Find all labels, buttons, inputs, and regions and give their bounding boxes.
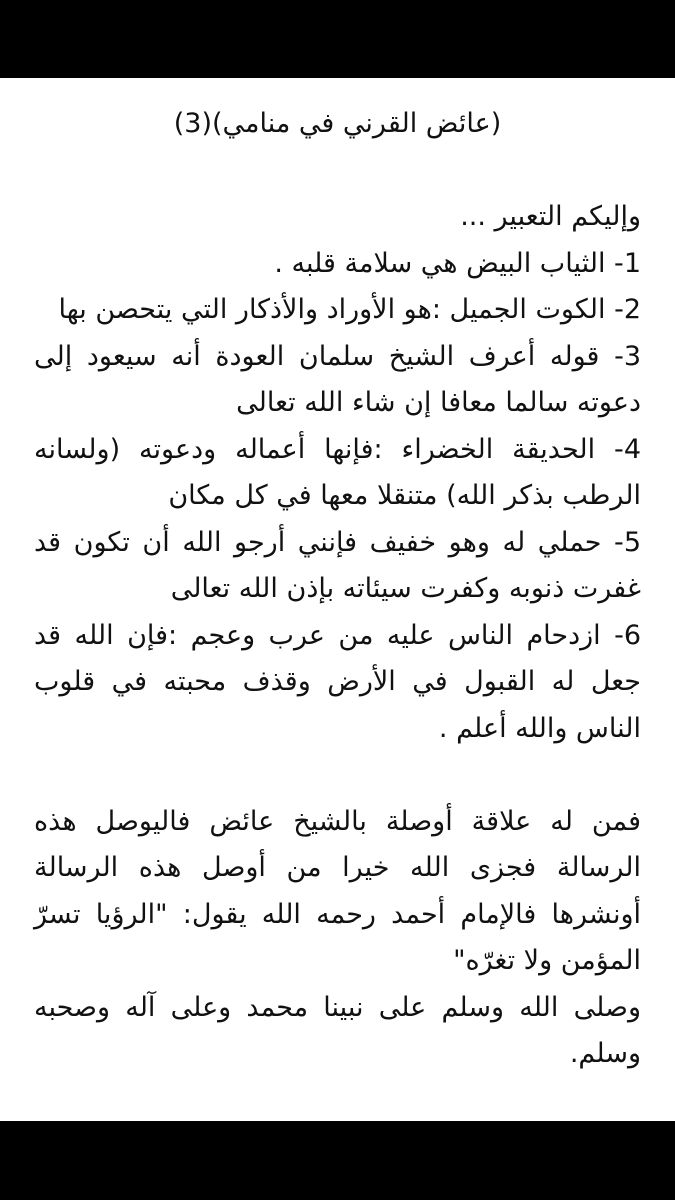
interpretation-item-5: 5- حملي له وهو خفيف فإنني أرجو الله أن تكون قد غفرت ذنوبه وكفرت سيئاته بإذن الله تعالى bbox=[34, 526, 641, 604]
interpretation-list bbox=[34, 241, 641, 753]
bottom-black-bar bbox=[0, 1121, 675, 1200]
interpretation-item-2: 2- الكوت الجميل :هو الأوراد والأذكار التي يتحصن بها bbox=[58, 294, 641, 325]
interpretation-item-4: 4- الحديقة الخضراء :فإنها أعماله ودعوته (ولسانه الرطب بذكر الله) متنقلا معها في كل مكان bbox=[34, 433, 641, 511]
document-page bbox=[0, 78, 675, 1121]
interpretation-item-3: 3- قوله أعرف الشيخ سلمان العودة أنه سيعود إلى دعوته سالما معافا إن شاء الله تعالى bbox=[34, 340, 641, 418]
page-title: (عائض القرني في منامي)(3) bbox=[173, 108, 502, 139]
closing-paragraph: فمن له علاقة أوصلة بالشيخ عائض فاليوصل هذه الرسالة فجزى الله خيرا من أوصل هذه الرسالة أونشرها فالإمام أحمد رحمه الله يقول: "الرؤيا تسرّ المؤمن ولا تغرّه" bbox=[34, 805, 641, 976]
top-black-bar bbox=[0, 0, 675, 78]
intro-line: وإليكم التعبير ... bbox=[460, 201, 641, 232]
salutation-paragraph: وصلى الله وسلم على نبينا محمد وعلى آله وصحبه وسلم. bbox=[34, 991, 641, 1069]
interpretation-item-6: 6- ازدحام الناس عليه من عرب وعجم :فإن الله قد جعل له القبول في الأرض وقذف محبته في قلوب الناس والله أعلم . bbox=[34, 619, 641, 744]
interpretation-item-1: 1- الثياب البيض هي سلامة قلبه . bbox=[274, 247, 641, 279]
paragraph-spacer bbox=[34, 752, 641, 799]
document-body bbox=[34, 194, 641, 1078]
